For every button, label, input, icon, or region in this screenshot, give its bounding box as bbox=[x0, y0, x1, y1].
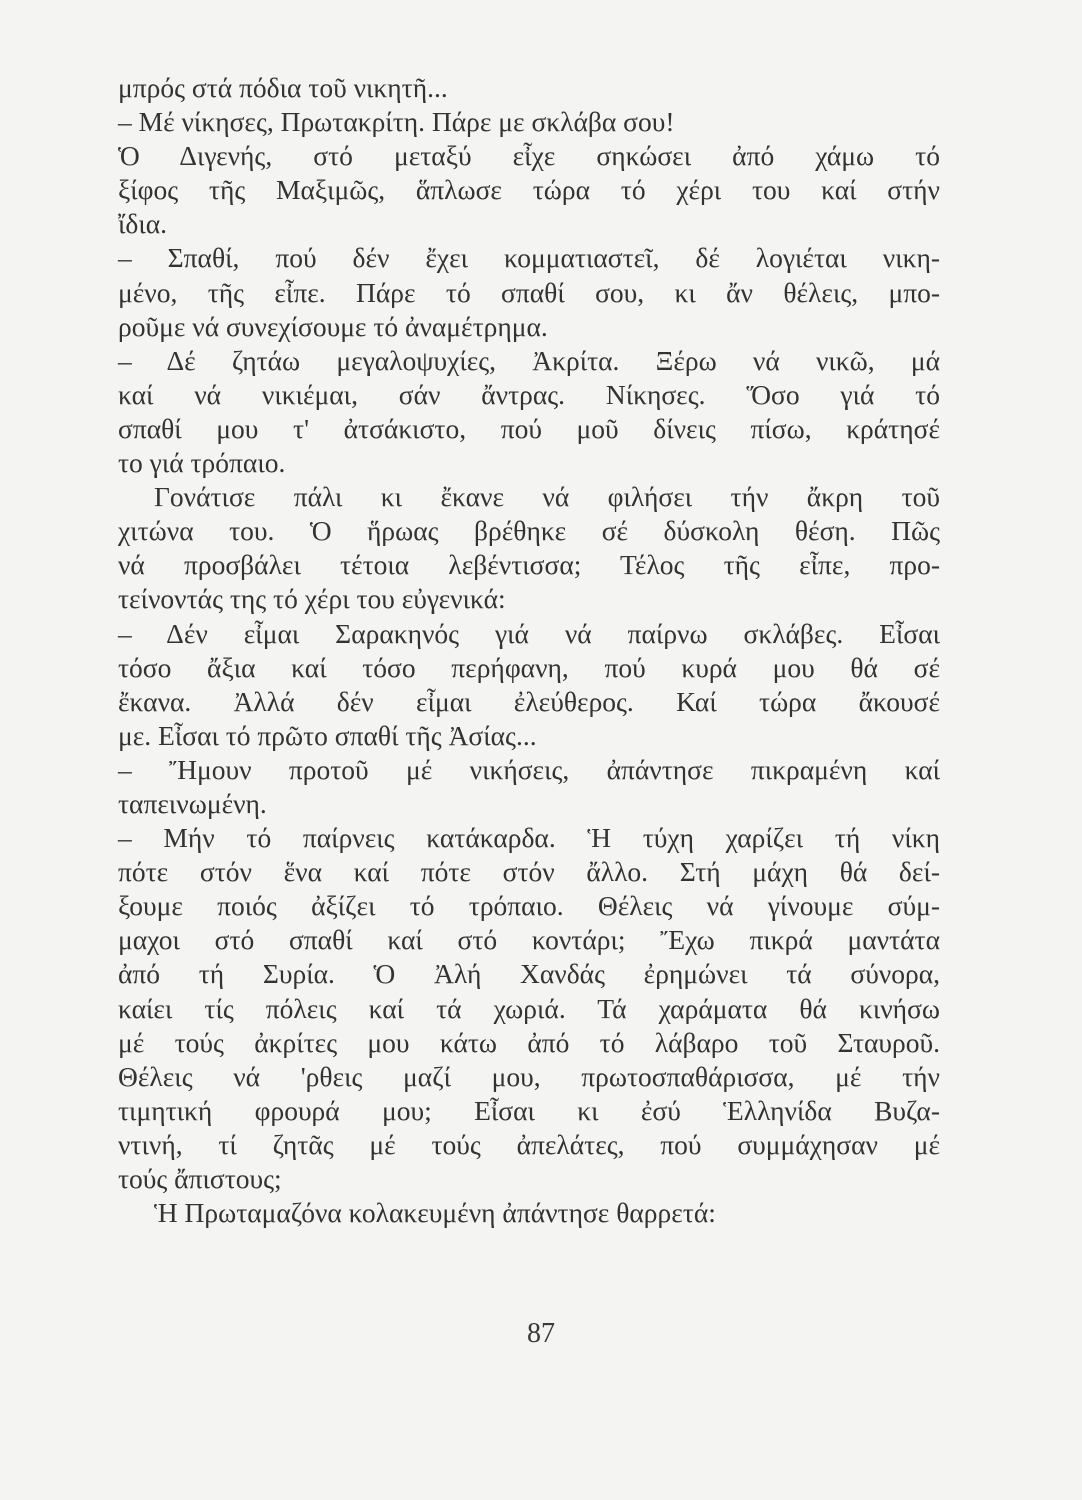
text-line: το γιά τρόπαιο. bbox=[118, 447, 286, 479]
text-line: τείνοντάς της τό χέρι του εὐγενικά: bbox=[118, 583, 506, 615]
text-line: τούς ἄπιστους; bbox=[118, 1163, 282, 1194]
text-line: ροῦμε νά συνεχίσουμε τό ἀναμέτρημα. bbox=[118, 310, 548, 342]
text-line: χιτώνα του. Ὁ ἥρωας βρέθηκε σέ δύσκολη θέση. Πῶς bbox=[118, 515, 940, 547]
text-line: καίει τίς πόλεις καί τά χωριά. Τά χαράματα θά κινήσω bbox=[118, 992, 940, 1024]
page-number: 87 bbox=[527, 1318, 555, 1349]
text-line: ταπεινωμένη. bbox=[118, 787, 267, 819]
text-line: σπαθί μου τ' ἀτσάκιστο, πού μοῦ δίνεις πίσω, κράτησέ bbox=[118, 412, 940, 444]
text-line: νά προσβάλει τέτοια λεβέντισσα; Τέλος τῆς εἶπε, προ- bbox=[118, 549, 940, 581]
text-line: μένο, τῆς εἶπε. Πάρε τό σπαθί σου, κι ἄν θέλεις, μπο- bbox=[118, 276, 940, 308]
text-line: με. Εἶσαι τό πρῶτο σπαθί τῆς Ἀσίας... bbox=[118, 719, 537, 751]
text-line: ἴδια. bbox=[118, 208, 168, 240]
text-line: Ἡ Πρωταμαζόνα κολακευμένη ἀπάντησε θαρρετά: bbox=[154, 1197, 716, 1229]
text-line: – Μέ νίκησες, Πρωτακρίτη. Πάρε με σκλάβα σου! bbox=[118, 106, 675, 138]
text-line: ἀπό τή Συρία. Ὁ Ἀλή Χανδάς ἐρημώνει τά σύνορα, bbox=[118, 958, 940, 990]
text-line: – Μήν τό παίρνεις κατάκαρδα. Ἡ τύχη χαρίζει τή νίκη bbox=[118, 822, 940, 854]
text-line: Ὁ Διγενής, στό μεταξύ εἶχε σηκώσει ἀπό χάμω τό bbox=[118, 140, 940, 172]
text-line: ἔκανα. Ἀλλά δέν εἶμαι ἐλεύθερος. Καί τώρα ἄκουσέ bbox=[118, 685, 940, 717]
text-line: ξίφος τῆς Μαξιμῶς, ἅπλωσε τώρα τό χέρι του καί στήν bbox=[118, 174, 940, 206]
text-line: ντινή, τί ζητᾶς μέ τούς ἀπελάτες, πού συμμάχησαν μέ bbox=[118, 1128, 940, 1160]
text-line: μπρός στά πόδια τοῦ νικητῆ... bbox=[118, 72, 448, 103]
text-line: Θέλεις νά 'ρθεις μαζί μου, πρωτοσπαθάρισσα, μέ τήν bbox=[118, 1060, 940, 1092]
body-text bbox=[118, 71, 940, 1230]
text-line: καί νά νικιέμαι, σάν ἄντρας. Νίκησες. Ὅσο γιά τό bbox=[118, 378, 940, 410]
text-line: μαχοι στό σπαθί καί στό κοντάρι; Ἔχω πικρά μαντάτα bbox=[118, 924, 940, 956]
text-line: μέ τούς ἀκρίτες μου κάτω ἀπό τό λάβαρο τοῦ Σταυροῦ. bbox=[118, 1026, 940, 1058]
text-line: – Ἤμουν προτοῦ μέ νικήσεις, ἀπάντησε πικραμένη καί bbox=[118, 753, 940, 785]
text-line: – Δέ ζητάω μεγαλοψυχίες, Ἀκρίτα. Ξέρω νά νικῶ, μά bbox=[118, 344, 940, 376]
text-line: ξουμε ποιός ἀξίζει τό τρόπαιο. Θέλεις νά γίνουμε σύμ- bbox=[118, 890, 940, 922]
text-line: τόσο ἄξια καί τόσο περήφανη, πού κυρά μου θά σέ bbox=[118, 651, 940, 683]
text-line: – Δέν εἶμαι Σαρακηνός γιά νά παίρνω σκλάβες. Εἶσαι bbox=[118, 617, 940, 649]
text-line: Γονάτισε πάλι κι ἔκανε νά φιλήσει τήν ἄκρη τοῦ bbox=[154, 481, 940, 513]
text-line: τιμητική φρουρά μου; Εἶσαι κι ἐσύ Ἑλληνίδα Βυζα- bbox=[118, 1094, 940, 1126]
text-line: πότε στόν ἕνα καί πότε στόν ἄλλο. Στή μάχη θά δεί- bbox=[118, 856, 940, 888]
text-line: – Σπαθί, πού δέν ἔχει κομματιαστεῖ, δέ λογιέται νικη- bbox=[118, 242, 940, 274]
